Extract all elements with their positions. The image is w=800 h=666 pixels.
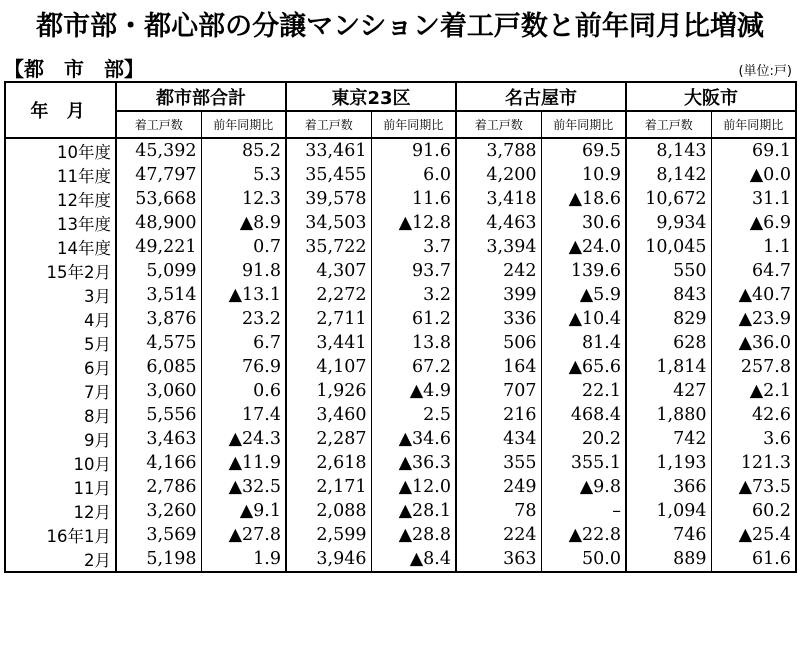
table-row	[5, 163, 796, 187]
starts-cell: 4,107	[286, 355, 371, 379]
yoy-cell: ▲36.0	[711, 331, 796, 355]
yoy-cell: 60.2	[711, 499, 796, 523]
starts-cell: 3,260	[116, 499, 201, 523]
page-title: 都市部・都心部の分譲マンション着工戸数と前年同月比増減	[36, 11, 764, 42]
period-cell: 14年度	[5, 235, 116, 259]
yoy-cell: 22.1	[541, 379, 626, 403]
yoy-cell: 69.5	[541, 138, 626, 163]
period-cell: 11月	[5, 475, 116, 499]
yoy-cell: 42.6	[711, 403, 796, 427]
period-cell: 3月	[5, 283, 116, 307]
yoy-cell: ▲9.1	[201, 499, 286, 523]
yoy-cell: ▲11.9	[201, 451, 286, 475]
yoy-cell: ▲28.1	[371, 499, 456, 523]
yoy-cell: ▲8.4	[371, 547, 456, 572]
starts-cell: 2,618	[286, 451, 371, 475]
starts-cell: 2,599	[286, 523, 371, 547]
starts-cell: 78	[456, 499, 541, 523]
yoy-cell: 3.7	[371, 235, 456, 259]
table-row	[5, 403, 796, 427]
period-cell: 15年2月	[5, 259, 116, 283]
starts-cell: 2,287	[286, 427, 371, 451]
starts-cell: 336	[456, 307, 541, 331]
yoy-cell: ▲34.6	[371, 427, 456, 451]
yoy-cell: 64.7	[711, 259, 796, 283]
table-row	[5, 235, 796, 259]
yoy-cell: 139.6	[541, 259, 626, 283]
starts-cell: 550	[626, 259, 711, 283]
starts-cell: 4,575	[116, 331, 201, 355]
starts-cell: 224	[456, 523, 541, 547]
yoy-cell: 85.2	[201, 138, 286, 163]
yoy-cell: ▲23.9	[711, 307, 796, 331]
starts-cell: 3,441	[286, 331, 371, 355]
yoy-cell: 257.8	[711, 355, 796, 379]
starts-cell: 843	[626, 283, 711, 307]
table-row	[5, 547, 796, 572]
yoy-cell: 30.6	[541, 211, 626, 235]
starts-cell: 1,814	[626, 355, 711, 379]
starts-cell: 8,143	[626, 138, 711, 163]
yoy-cell: 355.1	[541, 451, 626, 475]
yoy-cell: ▲25.4	[711, 523, 796, 547]
starts-cell: 2,786	[116, 475, 201, 499]
yoy-cell: 5.3	[201, 163, 286, 187]
period-cell: 8月	[5, 403, 116, 427]
starts-cell: 742	[626, 427, 711, 451]
starts-cell: 1,926	[286, 379, 371, 403]
starts-cell: 4,307	[286, 259, 371, 283]
starts-cell: 2,088	[286, 499, 371, 523]
yoy-cell: 17.4	[201, 403, 286, 427]
yoy-cell: ▲9.8	[541, 475, 626, 499]
period-cell: 13年度	[5, 211, 116, 235]
starts-cell: 6,085	[116, 355, 201, 379]
yoy-cell: 81.4	[541, 331, 626, 355]
starts-cell: 2,711	[286, 307, 371, 331]
group-header-urban-total: 都市部合計	[116, 82, 286, 111]
starts-cell: 3,463	[116, 427, 201, 451]
yoy-cell: 91.6	[371, 138, 456, 163]
starts-cell: 427	[626, 379, 711, 403]
table-row	[5, 499, 796, 523]
group-header-tokyo23: 東京23区	[286, 82, 456, 111]
subheader-starts: 着工戸数	[456, 111, 541, 138]
starts-cell: 889	[626, 547, 711, 572]
starts-cell: 363	[456, 547, 541, 572]
yoy-cell: 50.0	[541, 547, 626, 572]
group-header-nagoya: 名古屋市	[456, 82, 626, 111]
starts-cell: 1,193	[626, 451, 711, 475]
yoy-cell: 23.2	[201, 307, 286, 331]
table-row	[5, 451, 796, 475]
period-cell: 12月	[5, 499, 116, 523]
starts-cell: 48,900	[116, 211, 201, 235]
starts-cell: 242	[456, 259, 541, 283]
starts-cell: 355	[456, 451, 541, 475]
table-row	[5, 259, 796, 283]
table-row	[5, 187, 796, 211]
yoy-cell: 61.6	[711, 547, 796, 572]
subheader-yoy: 前年同期比	[541, 111, 626, 138]
period-cell: 4月	[5, 307, 116, 331]
yoy-cell: ▲5.9	[541, 283, 626, 307]
subheader-yoy: 前年同期比	[711, 111, 796, 138]
table-row	[5, 283, 796, 307]
section-label: 【都 市 部】	[4, 57, 144, 81]
yoy-cell: ▲4.9	[371, 379, 456, 403]
yoy-cell: 6.0	[371, 163, 456, 187]
starts-cell: 164	[456, 355, 541, 379]
yoy-cell: ▲24.0	[541, 235, 626, 259]
starts-cell: 10,672	[626, 187, 711, 211]
period-cell: 9月	[5, 427, 116, 451]
yoy-cell: 0.7	[201, 235, 286, 259]
group-header-osaka: 大阪市	[626, 82, 796, 111]
starts-cell: 366	[626, 475, 711, 499]
starts-cell: 49,221	[116, 235, 201, 259]
table-row	[5, 138, 796, 163]
starts-cell: 4,463	[456, 211, 541, 235]
yoy-cell: 12.3	[201, 187, 286, 211]
yoy-cell: ▲18.6	[541, 187, 626, 211]
period-cell: 6月	[5, 355, 116, 379]
subheader-starts: 着工戸数	[626, 111, 711, 138]
starts-cell: 3,418	[456, 187, 541, 211]
table-row	[5, 379, 796, 403]
starts-cell: 8,142	[626, 163, 711, 187]
yoy-cell: 67.2	[371, 355, 456, 379]
year-month-header: 年 月	[5, 82, 116, 138]
starts-cell: 33,461	[286, 138, 371, 163]
yoy-cell: ▲6.9	[711, 211, 796, 235]
yoy-cell: 6.7	[201, 331, 286, 355]
period-cell: 16年1月	[5, 523, 116, 547]
yoy-cell: 31.1	[711, 187, 796, 211]
starts-cell: 3,946	[286, 547, 371, 572]
yoy-cell: 91.8	[201, 259, 286, 283]
yoy-cell: 20.2	[541, 427, 626, 451]
table-row	[5, 523, 796, 547]
starts-cell: 3,569	[116, 523, 201, 547]
table-row	[5, 475, 796, 499]
starts-cell: 1,880	[626, 403, 711, 427]
period-cell: 7月	[5, 379, 116, 403]
starts-cell: 10,045	[626, 235, 711, 259]
yoy-cell: ▲8.9	[201, 211, 286, 235]
starts-cell: 4,166	[116, 451, 201, 475]
subheader-yoy: 前年同期比	[371, 111, 456, 138]
yoy-cell: 121.3	[711, 451, 796, 475]
starts-cell: 3,394	[456, 235, 541, 259]
period-cell: 5月	[5, 331, 116, 355]
table-row	[5, 211, 796, 235]
table-row	[5, 427, 796, 451]
yoy-cell: 468.4	[541, 403, 626, 427]
yoy-cell: ▲73.5	[711, 475, 796, 499]
period-cell: 10月	[5, 451, 116, 475]
yoy-cell: 10.9	[541, 163, 626, 187]
starts-cell: 3,876	[116, 307, 201, 331]
yoy-cell: ▲12.8	[371, 211, 456, 235]
yoy-cell: ▲40.7	[711, 283, 796, 307]
starts-cell: 53,668	[116, 187, 201, 211]
table-body	[5, 138, 796, 572]
table-row	[5, 307, 796, 331]
period-cell: 12年度	[5, 187, 116, 211]
yoy-cell: 93.7	[371, 259, 456, 283]
starts-cell: 9,934	[626, 211, 711, 235]
starts-cell: 249	[456, 475, 541, 499]
period-cell: 11年度	[5, 163, 116, 187]
starts-cell: 4,200	[456, 163, 541, 187]
yoy-cell: 3.2	[371, 283, 456, 307]
yoy-cell: 3.6	[711, 427, 796, 451]
subheader-starts: 着工戸数	[286, 111, 371, 138]
housing-starts-table	[4, 81, 797, 573]
yoy-cell: 61.2	[371, 307, 456, 331]
starts-cell: 3,060	[116, 379, 201, 403]
table-row	[5, 331, 796, 355]
yoy-cell: 13.8	[371, 331, 456, 355]
yoy-cell: ▲12.0	[371, 475, 456, 499]
yoy-cell: 69.1	[711, 138, 796, 163]
starts-cell: 399	[456, 283, 541, 307]
starts-cell: 39,578	[286, 187, 371, 211]
yoy-cell: –	[541, 499, 626, 523]
starts-cell: 628	[626, 331, 711, 355]
unit-label: (単位:戸)	[738, 64, 792, 79]
yoy-cell: ▲22.8	[541, 523, 626, 547]
starts-cell: 35,722	[286, 235, 371, 259]
starts-cell: 34,503	[286, 211, 371, 235]
yoy-cell: ▲0.0	[711, 163, 796, 187]
starts-cell: 47,797	[116, 163, 201, 187]
starts-cell: 506	[456, 331, 541, 355]
yoy-cell: ▲32.5	[201, 475, 286, 499]
yoy-cell: ▲10.4	[541, 307, 626, 331]
period-cell: 10年度	[5, 138, 116, 163]
starts-cell: 1,094	[626, 499, 711, 523]
yoy-cell: 76.9	[201, 355, 286, 379]
starts-cell: 829	[626, 307, 711, 331]
yoy-cell: 1.9	[201, 547, 286, 572]
starts-cell: 5,198	[116, 547, 201, 572]
yoy-cell: ▲27.8	[201, 523, 286, 547]
starts-cell: 45,392	[116, 138, 201, 163]
starts-cell: 746	[626, 523, 711, 547]
yoy-cell: ▲13.1	[201, 283, 286, 307]
subheader-starts: 着工戸数	[116, 111, 201, 138]
yoy-cell: ▲65.6	[541, 355, 626, 379]
yoy-cell: 2.5	[371, 403, 456, 427]
starts-cell: 216	[456, 403, 541, 427]
starts-cell: 35,455	[286, 163, 371, 187]
yoy-cell: ▲36.3	[371, 451, 456, 475]
starts-cell: 3,514	[116, 283, 201, 307]
yoy-cell: ▲2.1	[711, 379, 796, 403]
starts-cell: 5,099	[116, 259, 201, 283]
yoy-cell: 1.1	[711, 235, 796, 259]
table-row	[5, 355, 796, 379]
starts-cell: 707	[456, 379, 541, 403]
starts-cell: 3,460	[286, 403, 371, 427]
starts-cell: 5,556	[116, 403, 201, 427]
yoy-cell: ▲24.3	[201, 427, 286, 451]
starts-cell: 3,788	[456, 138, 541, 163]
starts-cell: 2,272	[286, 283, 371, 307]
period-cell: 2月	[5, 547, 116, 572]
yoy-cell: 0.6	[201, 379, 286, 403]
starts-cell: 2,171	[286, 475, 371, 499]
yoy-cell: 11.6	[371, 187, 456, 211]
yoy-cell: ▲28.8	[371, 523, 456, 547]
starts-cell: 434	[456, 427, 541, 451]
subheader-yoy: 前年同期比	[201, 111, 286, 138]
